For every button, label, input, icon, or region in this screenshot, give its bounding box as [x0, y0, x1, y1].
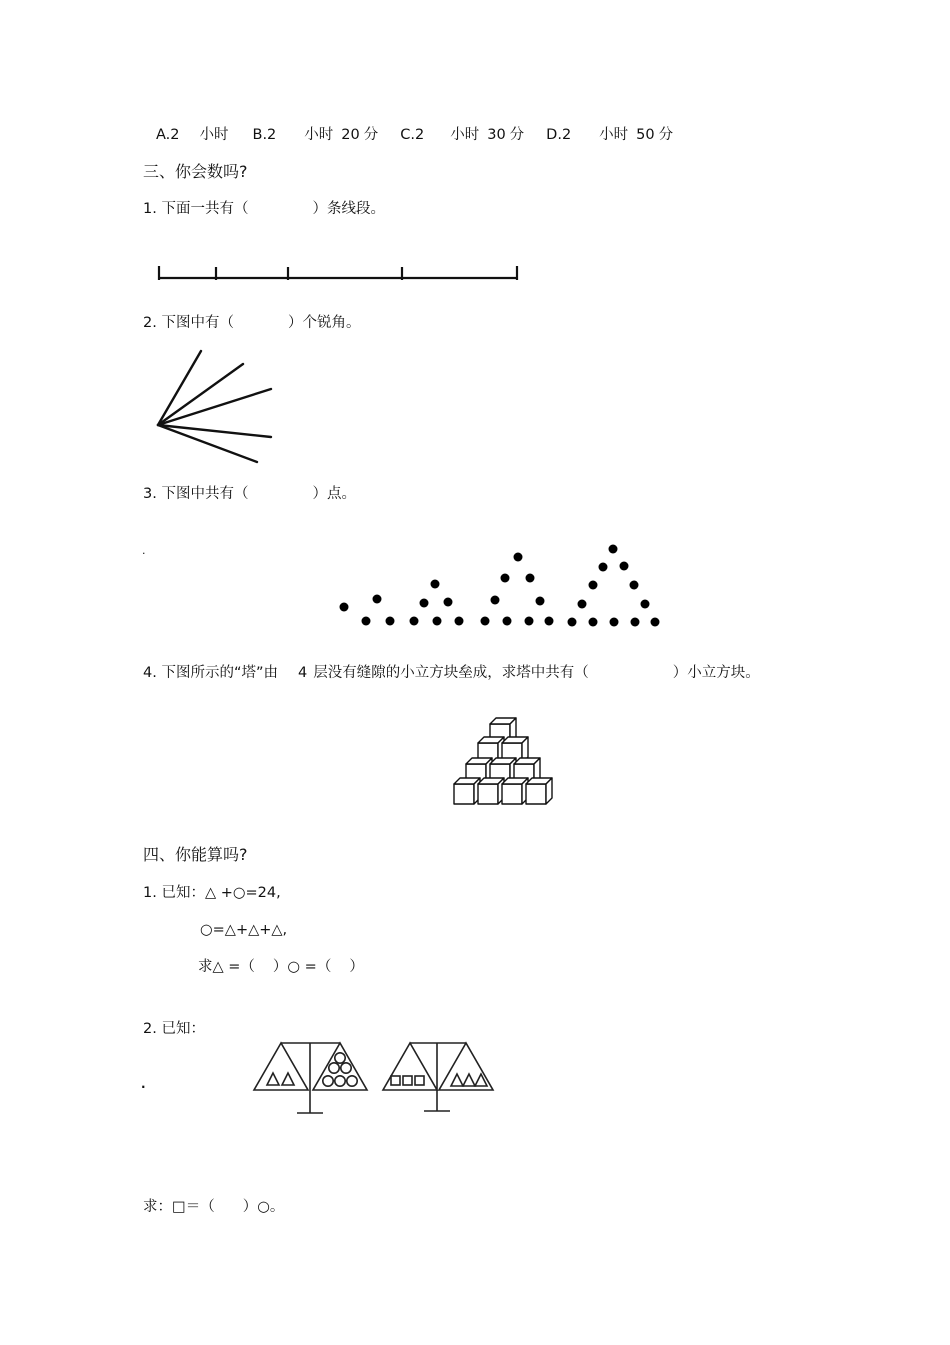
option-d-unit: 小时 [599, 127, 629, 143]
circle-icon [323, 1053, 357, 1086]
q41-find-triangle: 求△ =（ [198, 959, 255, 975]
option-c-unit: 小时 [450, 127, 480, 143]
section-3-heading: 三、你会数吗? [143, 162, 248, 181]
option-c-minutes: 30 [487, 127, 506, 143]
question-4-2-answer [143, 1198, 284, 1216]
option-d-minutes-unit: 分 [658, 127, 674, 143]
q41-close: ） [349, 959, 364, 975]
option-d-label: D.2 [546, 127, 572, 143]
triangle-icon [267, 1073, 294, 1085]
option-a-label: A.2 [156, 127, 180, 143]
q41-find-circle: ）○ =（ [272, 959, 332, 975]
answer-prefix: 求：□＝（ [143, 1199, 215, 1215]
q3-suffix: ）点。 [312, 486, 356, 502]
q42-mark: . [141, 1077, 146, 1091]
option-a-unit: 小时 [199, 127, 229, 143]
option-b-minutes-unit: 分 [363, 127, 379, 143]
q4-prefix: 4. 下图所示的“塔”由 [143, 665, 278, 681]
option-b-label: B.2 [252, 127, 277, 143]
q1-suffix: ）条线段。 [312, 201, 385, 217]
q1-prefix: 1. 下面一共有（ [143, 201, 249, 217]
option-c-label: C.2 [400, 127, 425, 143]
q3-mark: . [142, 544, 146, 557]
q2-suffix: ）个锐角。 [287, 315, 361, 331]
balance-scale-left [254, 1043, 367, 1113]
triangle-icon [451, 1074, 487, 1086]
question-4-1-line-2: ○=△+△+△, [200, 922, 288, 938]
q4-suffix: ）小立方块。 [672, 665, 760, 681]
option-b-unit: 小时 [304, 127, 334, 143]
balance-scale-right [383, 1043, 493, 1111]
option-d-minutes: 50 [636, 127, 655, 143]
q4-number: 4 [297, 665, 308, 681]
section-4-heading: 四、你能算吗? [143, 845, 248, 864]
question-4-2-label: 2. 已知： [143, 1021, 205, 1037]
q3-prefix: 3. 下图中共有（ [143, 486, 249, 502]
question-4-1-line-1: 1. 已知：△ +○=24, [143, 885, 281, 901]
option-b-minutes: 20 [341, 127, 360, 143]
square-icon [391, 1076, 424, 1085]
q2-prefix: 2. 下图中有（ [143, 315, 234, 331]
answer-suffix: ）○。 [242, 1199, 285, 1215]
option-c-minutes-unit: 分 [509, 127, 525, 143]
q4-middle: 层没有缝隙的小立方块垒成，求塔中共有（ [313, 665, 589, 681]
